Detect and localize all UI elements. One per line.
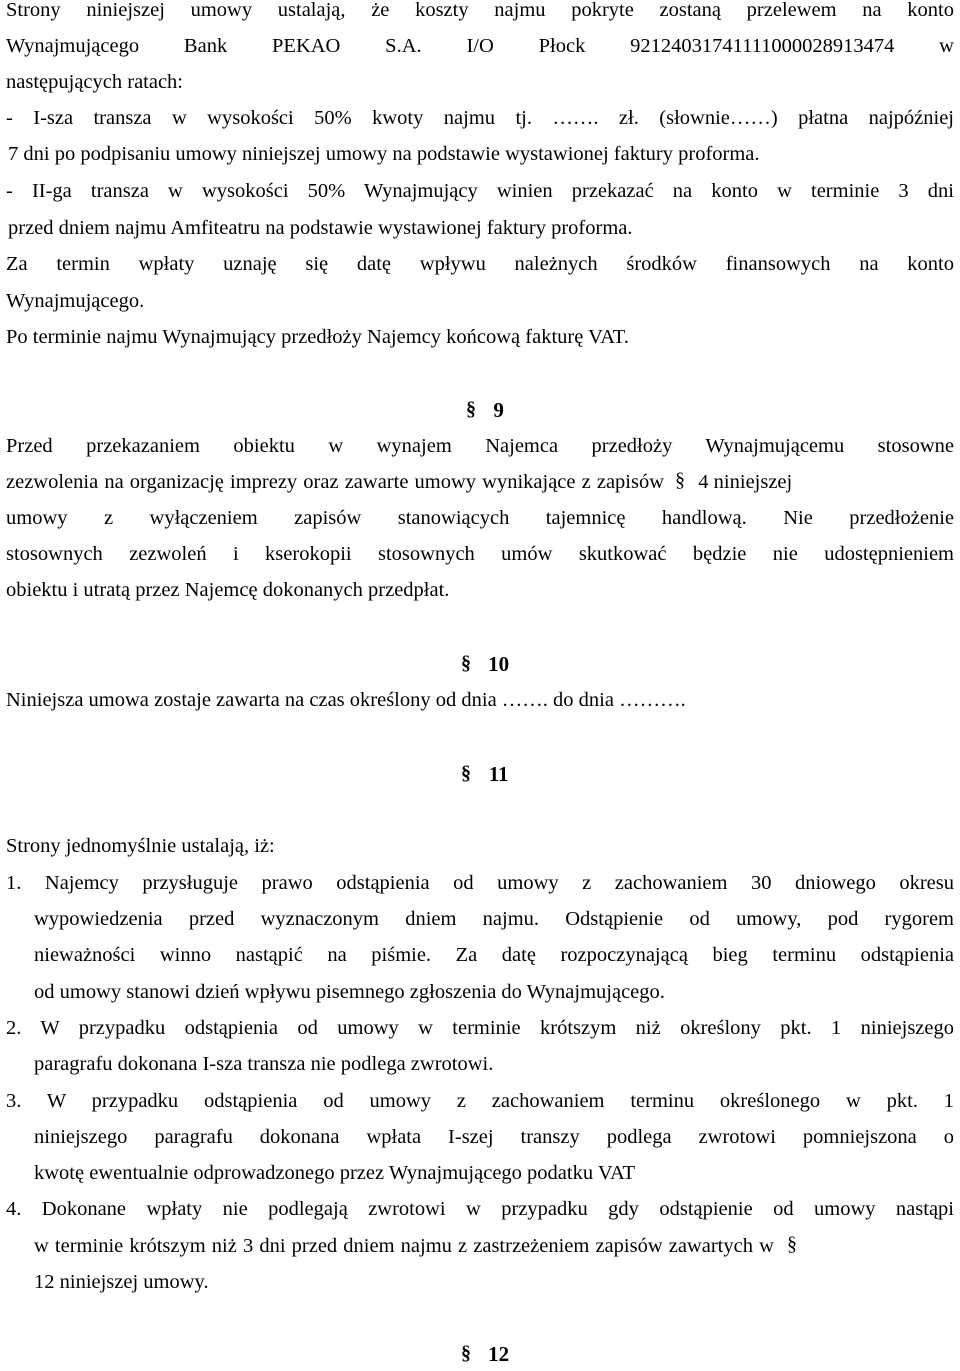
section-heading-9	[455, 396, 515, 424]
text-line-with-symbol	[6, 468, 954, 496]
list-item-line: 2. W przypadku odstąpienia od umowy w terminie krótszym niż określony pkt. 1 niniejszego	[6, 1017, 954, 1039]
list-item-line: paragrafu dokonana I-sza transza nie podlega zwrotowi.	[34, 1053, 494, 1075]
section-heading-12	[455, 1340, 515, 1368]
svg-text:§: §	[460, 652, 471, 674]
section-number: 9	[493, 398, 504, 422]
list-item-line: od umowy stanowi dzień wpływu pisemnego zgłoszenia do Wynajmującego.	[34, 981, 665, 1003]
text-line: następujących ratach:	[6, 71, 184, 93]
text-line: Wynajmującego Bank PEKAO S.A. I/O Płock 92124031741111000028913474 w	[6, 35, 954, 57]
section-number: 11	[488, 762, 509, 786]
list-item-line: 1. Najemcy przysługuje prawo odstąpienia od umowy z zachowaniem 30 dniowego okresu	[6, 872, 954, 894]
svg-text:§: §	[787, 1233, 798, 1255]
text-line: Przed przekazaniem obiektu w wynajem Najemca przedłoży Wynajmującemu stosowne	[6, 435, 954, 457]
text-line: - II-ga transza w wysokości 50% Wynajmujący winien przekazać na konto w terminie 3 dni	[6, 180, 954, 202]
section-sign-icon	[461, 1342, 473, 1364]
svg-text:§: §	[675, 469, 686, 491]
section-sign-icon	[787, 1233, 799, 1255]
text-line: Po terminie najmu Wynajmujący przedłoży Najemcy końcową fakturę VAT.	[6, 326, 629, 348]
text-line: obiektu i utratą przez Najemcę dokonanych przedpłat.	[6, 579, 450, 601]
list-item-line-with-symbol	[34, 1232, 954, 1260]
text-line: stosownych zezwoleń i kserokopii stosownych umów skutkować będzie nie udostępnieniem	[6, 543, 954, 565]
section-sign-icon	[466, 398, 478, 420]
list-item-line: nieważności winno nastąpić na piśmie. Za datę rozpoczynającą bieg terminu odstąpienia	[34, 944, 954, 966]
text-line: Strony niniejszej umowy ustalają, że koszty najmu pokryte zostaną przelewem na konto	[6, 0, 954, 21]
text-fragment: 4 niniejszej	[698, 471, 793, 493]
list-item-line: wypowiedzenia przed wyznaczonym dniem najmu. Odstąpienie od umowy, pod rygorem	[34, 908, 954, 930]
list-item-line: niniejszego paragrafu dokonana wpłata I-szej transzy podlega zwrotowi pomniejszona o	[34, 1126, 954, 1148]
svg-text:§: §	[461, 762, 472, 784]
svg-text:§: §	[460, 1342, 471, 1364]
section-sign-icon	[461, 652, 473, 674]
svg-text:§: §	[466, 398, 477, 420]
section-number: 10	[488, 652, 510, 676]
text-line: Niniejsza umowa zostaje zawarta na czas określony od dnia ……. do dnia ……….	[6, 689, 686, 711]
text-fragment: zezwolenia na organizację imprezy oraz zawarte umowy wynikające z zapisów	[6, 471, 665, 493]
text-line: Wynajmującego.	[6, 290, 145, 312]
list-item-line: kwotę ewentualnie odprowadzonego przez Wynajmującego podatku VAT	[34, 1162, 636, 1184]
section-number: 12	[488, 1342, 510, 1366]
list-item-line: 3. W przypadku odstąpienia od umowy z zachowaniem terminu określonego w pkt. 1	[6, 1090, 954, 1112]
text-line: 7 dni po podpisaniu umowy niniejszej umowy na podstawie wystawionej faktury proforma.	[8, 143, 760, 165]
section-sign-icon	[461, 762, 473, 784]
section-sign-icon	[675, 469, 687, 491]
text-line: Za termin wpłaty uznaję się datę wpływu należnych środków finansowych na konto	[6, 253, 954, 275]
text-line: Strony jednomyślnie ustalają, iż:	[6, 835, 275, 857]
list-item-line: 12 niniejszej umowy.	[34, 1271, 209, 1293]
list-item-line: 4. Dokonane wpłaty nie podlegają zwrotowi w przypadku gdy odstąpienie od umowy nastąpi	[6, 1198, 954, 1220]
text-line: - I-sza transza w wysokości 50% kwoty najmu tj. ……. zł. (słownie……) płatna najpóźniej	[6, 107, 954, 129]
section-heading-11	[455, 760, 515, 788]
text-line: umowy z wyłączeniem zapisów stanowiących tajemnicę handlową. Nie przedłożenie	[6, 507, 954, 529]
section-heading-10	[455, 650, 515, 678]
text-line: przed dniem najmu Amfiteatru na podstawie wystawionej faktury proforma.	[8, 217, 633, 239]
text-fragment: w terminie krótszym niż 3 dni przed dniem najmu z zastrzeżeniem zapisów zawartych w	[34, 1235, 774, 1257]
